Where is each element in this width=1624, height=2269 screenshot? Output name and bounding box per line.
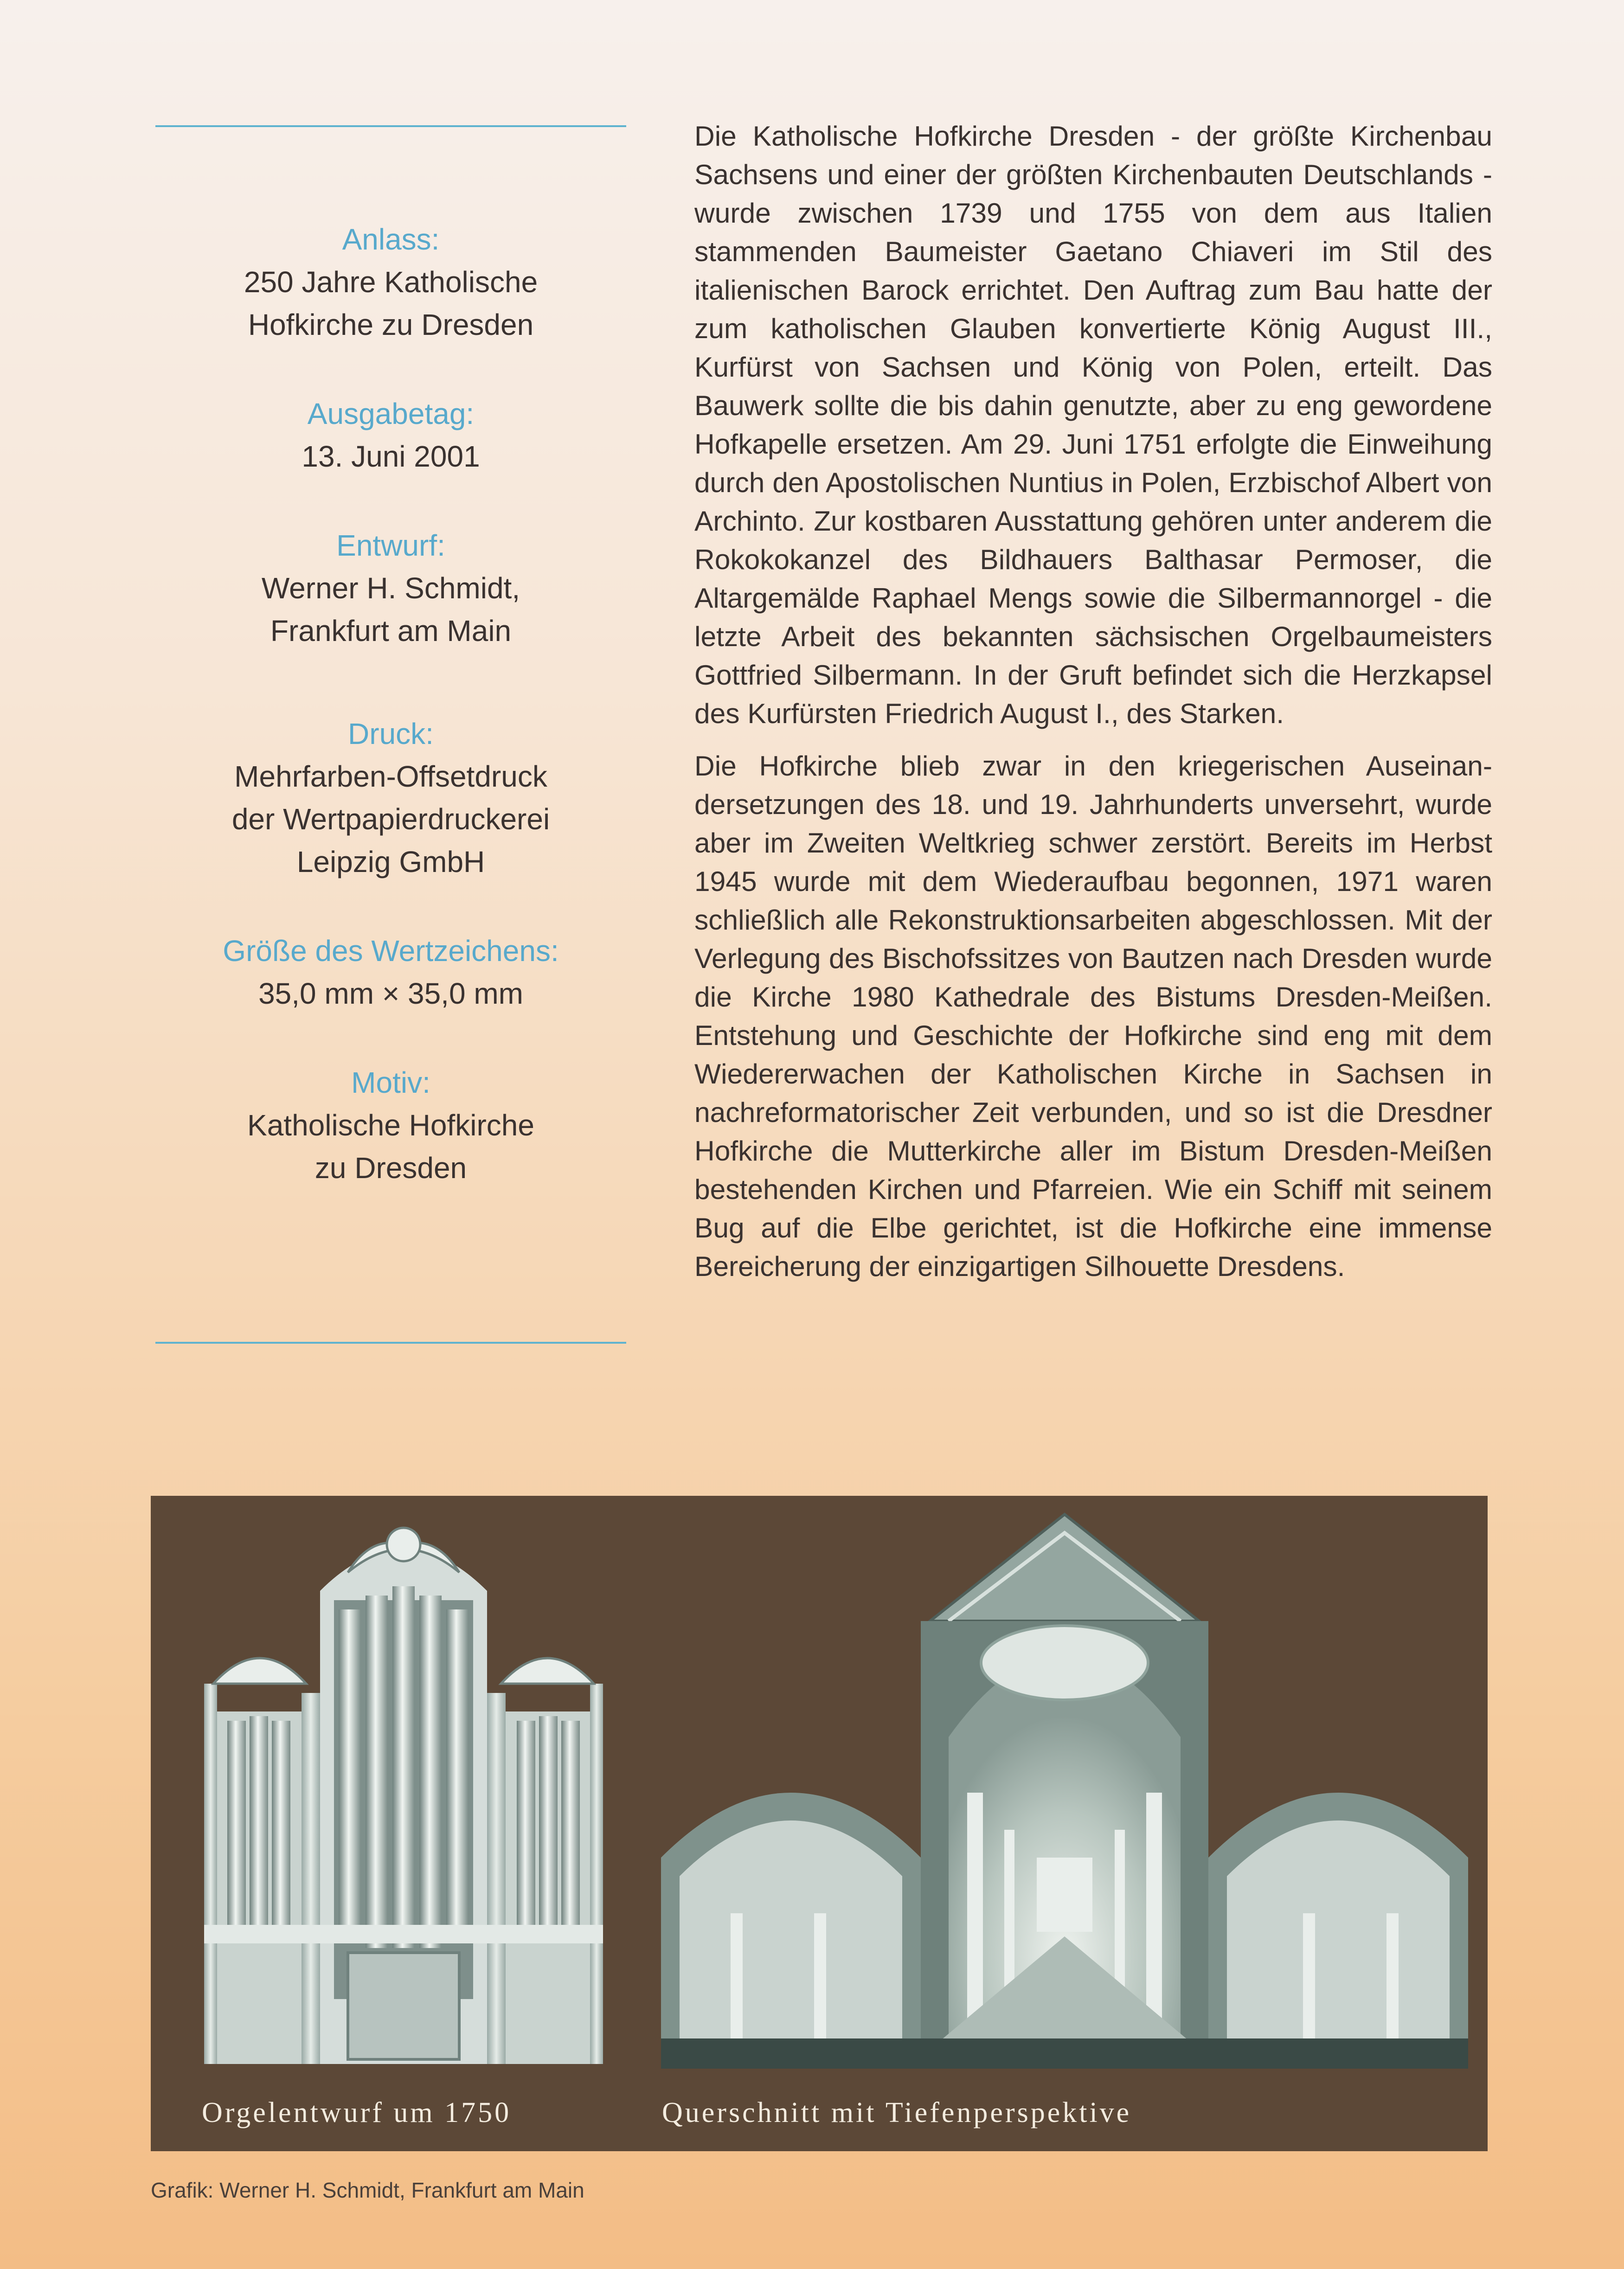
design-line-1: Werner H. Schmidt,	[261, 571, 520, 605]
motif-line-1: Katholische Hofkirche	[247, 1109, 534, 1142]
occasion-line-1: 250 Jahre Katholische	[244, 265, 538, 299]
issue-label: Ausgabetag:	[307, 397, 475, 430]
issue-block	[155, 392, 626, 478]
body-text	[694, 117, 1492, 1300]
motif-label: Motiv:	[351, 1066, 430, 1099]
paragraph-1: Die Katholische Hofkirche Dresden - der größte Kirchenbau Sachsens und einer der größten Kirchenbauten Deutschlands - wurde zwischen 1739 und 1755 von dem aus Italien stammenden Baumeister Gaetano Chiaveri im Stil des italienischen Barock errichtet. Den Auftrag zum Bau hatte der zum katholischen Glauben konvertierte König August III., Kurfürst von Sachsen und König von Polen, erteilt. Das Bauwerk sollte die bis dahin genutzte, aber zu eng gewordene Hofkapelle ersetzen. Am 29. Juni 1751 erfolgte die Einweihung durch den Apostolischen Nuntius in Polen, Erzbischof Albert von Archinto. Zur kostbaren Ausstattung gehören unter anderem die Rokokokanzel des Bildhauers Balthasar Permoser, die Altargemälde Raphael Mengs sowie die Silbermannorgel - die letzte Arbeit des bekannten sächsischen Orgelbaumeisters Gottfried Silbermann. In der Gruft befindet sich die Herzkapsel des Kurfürsten Friedrich August I., des Starken.	[694, 120, 1492, 729]
design-label: Entwurf:	[336, 529, 445, 562]
print-line-2: der Wertpapierdruckerei	[231, 802, 550, 836]
occasion-line-2: Hofkirche zu Dresden	[248, 308, 534, 341]
occasion-block	[155, 218, 626, 346]
size-block	[155, 929, 626, 1015]
issue-value: 13. Juni 2001	[302, 440, 480, 473]
design-block	[155, 524, 626, 652]
top-rule	[155, 125, 626, 127]
paragraph-2: Die Hofkirche blieb zwar in den kriegerischen Auseinandersetzungen des 18. und 19. Jahrhunderts unversehrt, wurde aber im Zweiten Weltkrieg schwer zerstört. Bereits im Herbst 1945 wurde mit dem Wiederaufbau begonnen, 1971 waren schließlich alle Rekonstruktionsarbeiten abgeschlossen. Mit der Verlegung des Bischofssitzes von Bautzen nach Dresden wurde die Kirche 1980 Kathedrale des Bistums Dresden-Meißen. Entstehung und Geschichte der Hofkirche sind eng mit dem Wiedererwachen der Katholischen Kirche in Sachsen in nachreformatorischer Zeit verbunden, und so ist die Dresdner Hofkirche die Mutterkirche aller im Bistum Dresden-Meißen bestehenden Kirchen und Pfarreien. Wie ein Schiff mit seinem Bug auf die Elbe gerichtet, ist die Hofkirche eine immense Bereicherung der einzigartigen Silhouette Dresdens.	[694, 750, 1492, 1282]
graphic-credit: Grafik: Werner H. Schmidt, Frankfurt am Main	[151, 2178, 584, 2202]
organ-drawing	[195, 1517, 612, 2064]
print-line-1: Mehrfarben-Offsetdruck	[234, 760, 547, 793]
design-line-2: Frankfurt am Main	[270, 614, 512, 647]
illustration-panel	[151, 1496, 1488, 2151]
bottom-rule	[155, 1342, 626, 1344]
motif-line-2: zu Dresden	[315, 1151, 467, 1185]
print-label: Druck:	[348, 717, 434, 750]
print-block	[155, 712, 626, 883]
motif-block	[155, 1061, 626, 1189]
print-line-3: Leipzig GmbH	[296, 845, 485, 878]
caption-organ: Orgelentwurf um 1750	[202, 2097, 512, 2128]
church-cross-section-drawing	[661, 1505, 1468, 2069]
stamp-info	[155, 218, 626, 1236]
caption-cross-section: Querschnitt mit Tiefenperspektive	[662, 2097, 1132, 2128]
size-label: Größe des Wertzeichens:	[223, 934, 559, 968]
size-value: 35,0 mm × 35,0 mm	[258, 977, 523, 1010]
occasion-label: Anlass:	[342, 223, 440, 256]
